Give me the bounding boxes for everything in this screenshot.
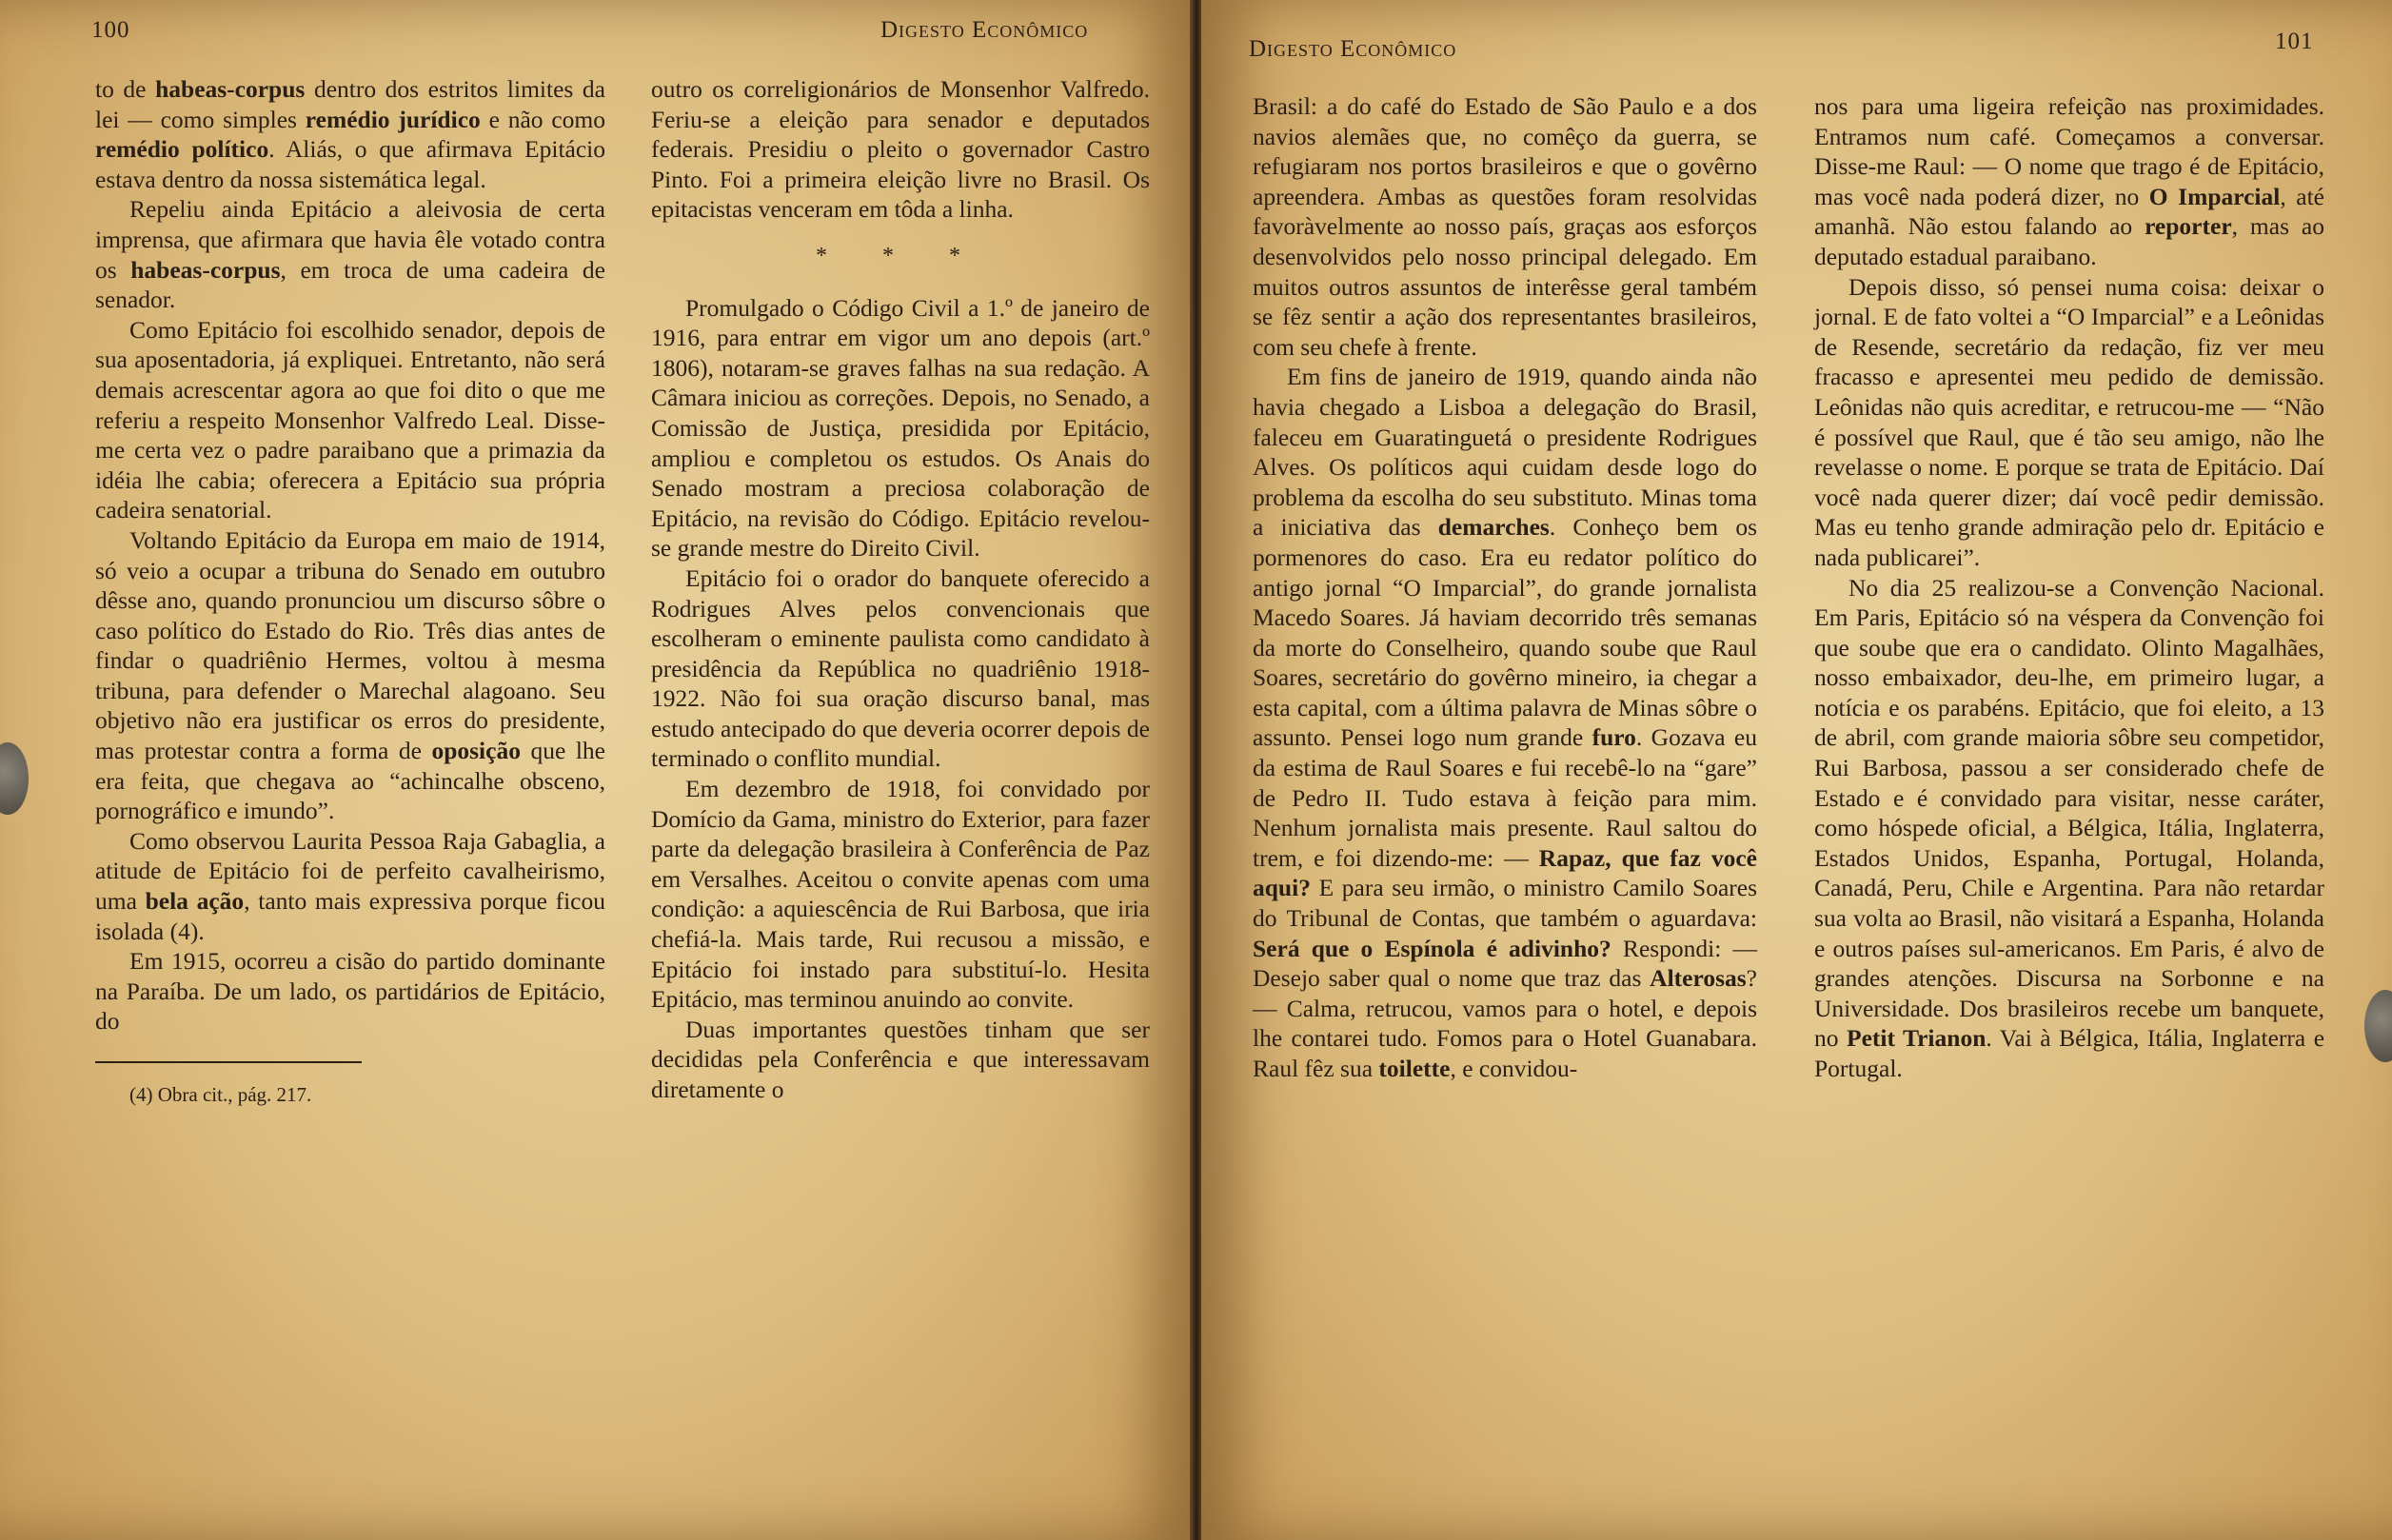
- paragraph: Epitácio foi o orador do banquete oferecido a Rodrigues Alves pelos convencionais que escolheram o eminente paulista como candidato à presidência da República no quadriênio 1918-1922. Não foi sua oração discurso banal, mas estudo antecipado do que deveria ocorrer depois de terminado o conflito mundial.: [651, 563, 1150, 773]
- left-col2b-paragraphs: [651, 293, 1150, 1105]
- paragraph: Promulgado o Código Civil a 1.º de janeiro de 1916, para entrar em vigor um ano depois (art.º 1806), notaram-se graves falhas na sua redação. A Câmara iniciou as correções. Depois, no Senado, a Comissão de Justiça, presidida por Epitácio, ampliou e completou os estudos. Os Anais do Senado mostram a preciosa colaboração de Epitácio, na revisão do Código. Epitácio revelou-se grande mestre do Direito Civil.: [651, 293, 1150, 563]
- page-number-right: 101: [2275, 29, 2314, 54]
- paragraph: Em dezembro de 1918, foi convidado por Domício da Gama, ministro do Exterior, para fazer parte da delegação brasileira à Conferência de Paz em Versalhes. Aceitou o convite apenas com uma condição: a aquiescência de Rui Barbosa, que iria chefiá-la. Mais tarde, Rui recusou a missão, e Epitácio foi instado para substituí-lo. Hesita Epitácio, mas terminou anuindo ao convite.: [651, 775, 1150, 1014]
- left-page-column-1: [95, 74, 605, 1111]
- paragraph: Como Epitácio foi escolhido senador, depois de sua aposentadoria, já expliquei. Entretanto, não será demais acrescentar agora ao que foi dito o que me referiu a respeito Monsenhor Valfredo Leal. Disse-me certa vez o padre paraibano que a primazia da idéia lhe cabia; oferecera a Epitácio sua própria cadeira senatorial.: [95, 315, 605, 524]
- left-page: [0, 0, 1192, 1540]
- footnote: (4) Obra cit., pág. 217.: [129, 1083, 312, 1106]
- left-col1-paragraphs: [95, 74, 605, 1037]
- binding-hole-left: [0, 742, 29, 815]
- right-col2-paragraphs: [1814, 91, 2324, 1084]
- footnote-rule: [95, 1061, 362, 1063]
- paragraph: Brasil: a do café do Estado de São Paulo e a dos navios alemães que, no comêço da guerra, se refugiaram nos portos brasileiros e que o govêrno apreendera. Ambas as questões foram resolvidas favoràvelmente ao nosso país, graças aos esforços desenvolvidos pelo nosso principal delegado. Em muitos outros assuntos de interêsse geral também se fêz sentir a ação dos representantes brasileiros, com seu chefe à frente.: [1253, 92, 1757, 361]
- binding-hole-right: [2364, 990, 2392, 1062]
- paragraph: Duas importantes questões tinham que ser decididas pela Conferência e que interessavam diretamente o: [651, 1015, 1150, 1103]
- right-page-column-2: [1814, 91, 2324, 1084]
- paragraph: outro os correligionários de Monsenhor Valfredo. Feriu-se a eleição para senador e deputados federais. Presidiu o pleito o governador Castro Pinto. Foi a primeira eleição livre no Brasil. Os epitacistas venceram em tôda a linha.: [651, 75, 1150, 224]
- section-separator: * * *: [816, 243, 985, 268]
- paragraph: Em fins de janeiro de 1919, quando ainda não havia chegado a Lisboa a delegação do Brasil, faleceu em Guaratinguetá o presidente Rodrigues Alves. Os políticos aqui cuidam desde logo do problema da escolha do seu substituto. Minas toma a iniciativa das demarches. Conheço bem os pormenores do caso. Era eu redator político do antigo jornal “O Imparcial”, do grande jornalista Macedo Soares. Já haviam decorrido três semanas da morte do Conselheiro, quando soube que Raul Soares, secretário do govêrno mineiro, ia chegar a esta capital, com a última palavra de Minas sôbre o assunto. Pensei logo num grande furo. Gozava eu da estima de Raul Soares e fui recebê-lo na “gare” de Pedro II. Tudo estava à feição para mim. Nenhum jornalista mais presente. Raul saltou do trem, e foi dizendo-me: — Rapaz, que faz você aqui? E para seu irmão, o ministro Camilo Soares do Tribunal de Contas, que também o aguardava: Será que o Espínola é adivinho? Respondi: — Desejo saber qual o nome que traz das Alterosas? — Calma, retrucou, vamos para o hotel, e depois lhe contarei tudo. Fomos para o Hotel Guanabara. Raul fêz sua toilette, e convidou-: [1253, 363, 1758, 1082]
- paragraph: Como observou Laurita Pessoa Raja Gabaglia, a atitude de Epitácio foi de perfeito cavalheirismo, uma bela ação, tanto mais expressiva porque ficou isolada (4).: [95, 826, 605, 945]
- paragraph: No dia 25 realizou-se a Convenção Nacional. Em Paris, Epitácio só na véspera da Convenção foi que soube que era o candidato. Olinto Magalhães, nosso embaixador, deu-lhe, em primeiro lugar, a notícia e os parabéns. Epitácio, que foi eleito, a 13 de abril, com grande maioria sôbre seu competidor, Rui Barbosa, passou a ser considerado chefe de Estado e é convidado para visitar, nesse caráter, como hóspede oficial, a Bélgica, Itália, Inglaterra, Estados Unidos, Espanha, Portugal, Holanda, Canadá, Peru, Chile e Argentina. Para não retardar sua volta ao Brasil, não visitará a Espanha, Holanda e outros países sul-americanos. Em Paris, é alvo de grandes atenções. Discursa na Sorbonne e na Universidade. Dos brasileiros recebe um banquete, no Petit Trianon. Vai à Bélgica, Itália, Inglaterra e Portugal.: [1814, 573, 2325, 1082]
- paragraph: Voltando Epitácio da Europa em maio de 1914, só veio a ocupar a tribuna do Senado em outubro dêsse ano, quando pronunciou um discurso sôbre o caso político do Estado do Rio. Três dias antes de findar o quadriênio Hermes, voltou à mesma tribuna, para defender o Marechal alagoano. Seu objetivo não era justificar os erros do presidente, mas protestar contra a forma de oposição que lhe era feita, que chegava ao “achincalhe obsceno, pornográfico e imundo”.: [95, 525, 605, 825]
- running-head-right: Digesto Econômico: [1249, 36, 1457, 62]
- paragraph: Em 1915, ocorreu a cisão do partido dominante na Paraíba. De um lado, os partidários de Epitácio, do: [95, 947, 605, 1036]
- right-page: [1201, 0, 2392, 1540]
- page-number-left: 100: [91, 17, 130, 43]
- paragraph: Repeliu ainda Epitácio a aleivosia de certa imprensa, que afirmara que havia êle votado contra os habeas-corpus, em troca de uma cadeira de senador.: [95, 195, 605, 314]
- paragraph: Depois disso, só pensei numa coisa: deixar o jornal. E de fato voltei a “O Imparcial” e a Leônidas de Resende, secretário da redação, fiz ver meu fracasso e apresentei meu pedido de demissão. Leônidas não quis acreditar, e retrucou-me — “Não é possível que Raul, que é tão seu amigo, não lhe revelasse o nome. E porque se trata de Epitácio. Daí você nada querer dizer; daí você pedir demissão. Mas eu tenho grande admiração pelo dr. Epitácio e nada publicarei”.: [1814, 272, 2324, 571]
- right-col1-paragraphs: [1253, 91, 1757, 1084]
- left-page-column-2: [651, 74, 1150, 1105]
- right-page-column-1: [1253, 91, 1757, 1084]
- paragraph: nos para uma ligeira refeição nas proximidades. Entramos num café. Começamos a conversar. Disse-me Raul: — O nome que trago é de Epitácio, mas você nada poderá dizer, no O Imparcial, até amanhã. Não estou falando ao reporter, mas ao deputado estadual paraibano.: [1814, 92, 2324, 270]
- running-head-left: Digesto Econômico: [880, 17, 1089, 43]
- paragraph: to de habeas-corpus dentro dos estritos limites da lei — como simples remédio jurídico e não como remédio político. Aliás, o que afirmava Epitácio estava dentro da nossa sistemática legal.: [95, 75, 606, 193]
- left-col2a-paragraphs: [651, 74, 1150, 225]
